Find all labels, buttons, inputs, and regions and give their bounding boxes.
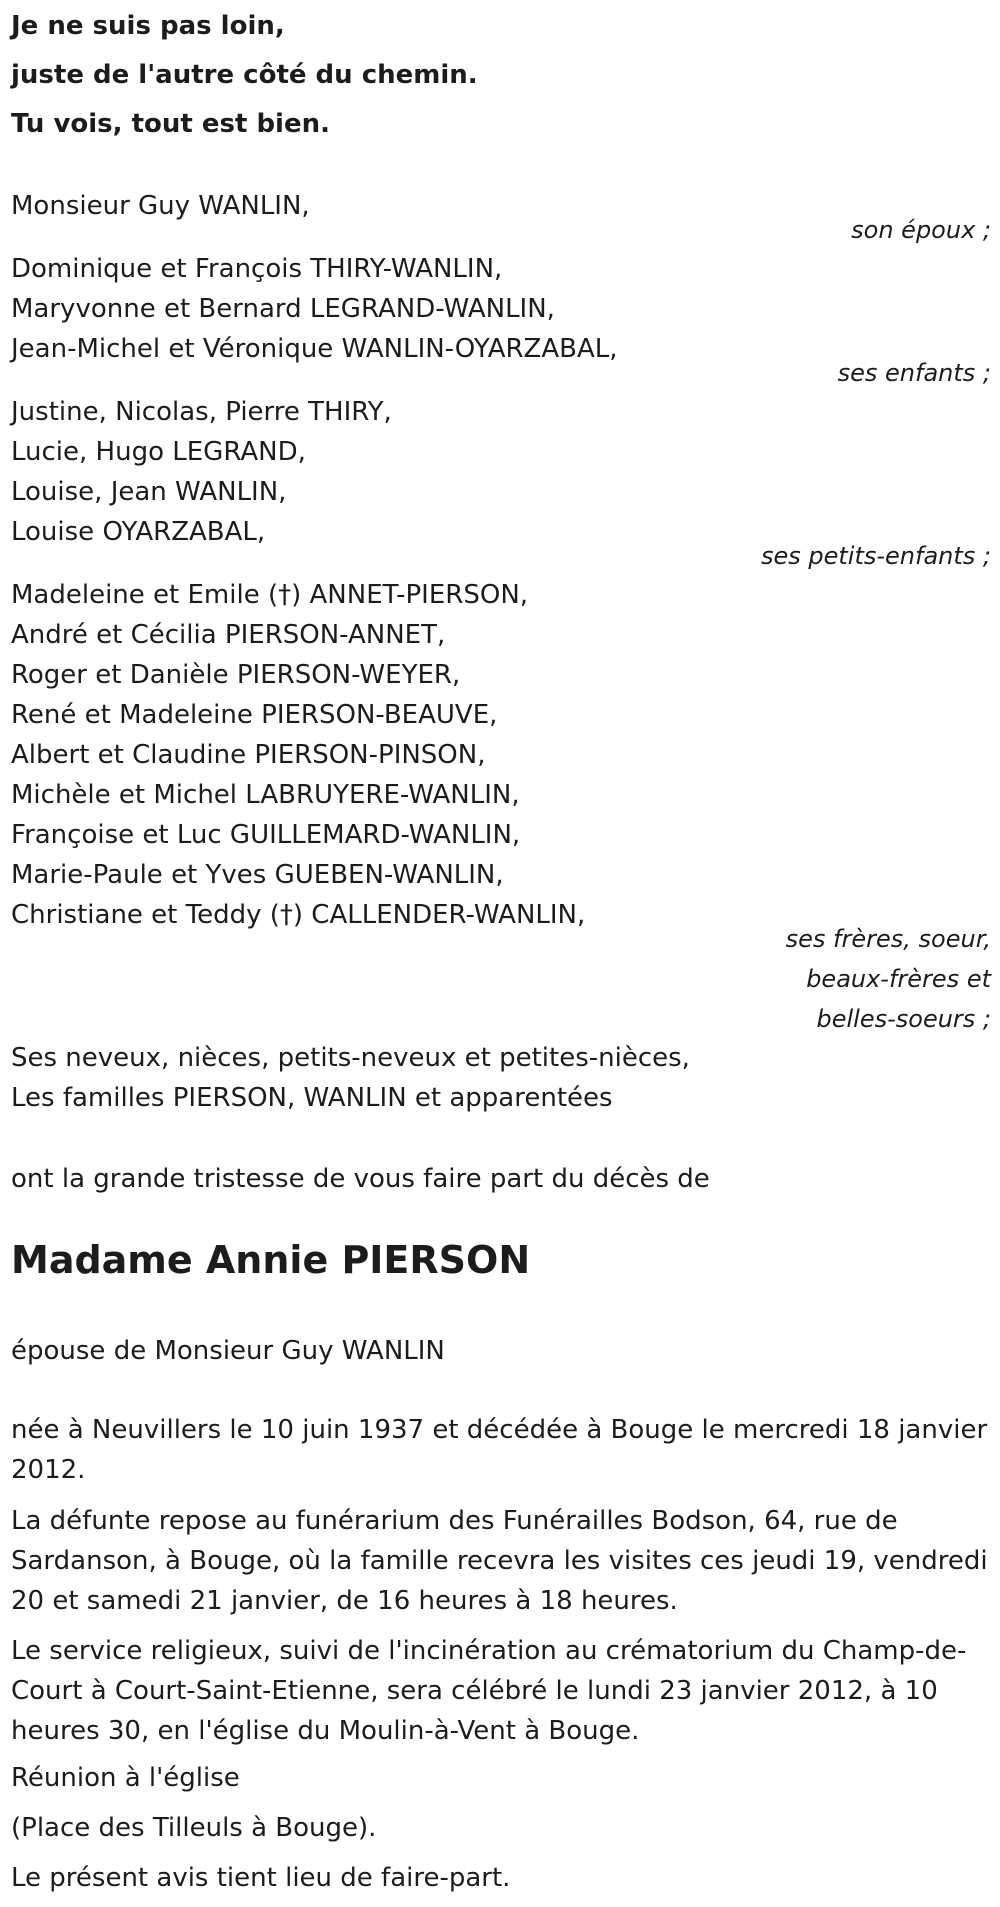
family-name-line: Louise OYARZABAL, [11,517,266,547]
family-name-line: Madeleine et Emile (†) ANNET-PIERSON, [11,580,529,610]
relation-label: beaux-frères et [806,965,991,993]
relation-label: ses enfants ; [837,359,991,387]
poem-line: Je ne suis pas loin, [11,11,285,41]
family-name-line: Monsieur Guy WANLIN, [11,191,310,221]
family-name-line: René et Madeleine PIERSON-BEAUVE, [11,700,498,730]
family-name-line: Justine, Nicolas, Pierre THIRY, [11,397,392,427]
family-name-line: Marie-Paule et Yves GUEBEN-WANLIN, [11,860,504,890]
poem-line: Tu vois, tout est bien. [11,109,330,139]
family-name-line: Jean-Michel et Véronique WANLIN-OYARZABAL, [11,334,618,364]
announcement-text: ont la grande tristesse de vous faire part du décès de [11,1164,710,1194]
family-name-line: Albert et Claudine PIERSON-PINSON, [11,740,486,770]
family-name-line: André et Cécilia PIERSON-ANNET, [11,620,446,650]
relation-label: ses frères, soeur, [785,925,991,953]
birth-death-paragraph: née à Neuvillers le 10 juin 1937 et décédée à Bouge le mercredi 18 janvier 2012. [11,1415,988,1485]
family-name-line: Dominique et François THIRY-WANLIN, [11,254,503,284]
extended-family-line: Les familles PIERSON, WANLIN et apparentées [11,1083,613,1113]
meeting-place-line: (Place des Tilleuls à Bouge). [11,1813,377,1843]
relation-label: son époux ; [851,216,991,244]
deceased-name: Madame Annie PIERSON [11,1238,531,1282]
meeting-line: Réunion à l'église [11,1763,240,1793]
relation-label: belles-soeurs ; [816,1005,991,1033]
family-name-line: Louise, Jean WANLIN, [11,477,287,507]
family-name-line: Michèle et Michel LABRUYERE-WANLIN, [11,780,520,810]
relation-label: ses petits-enfants ; [760,542,991,570]
family-name-line: Lucie, Hugo LEGRAND, [11,437,306,467]
family-name-line: Roger et Danièle PIERSON-WEYER, [11,660,461,690]
notice-line: Le présent avis tient lieu de faire-part. [11,1863,511,1893]
funerarium-paragraph: La défunte repose au funérarium des Funérailles Bodson, 64, rue de Sardanson, à Bouge, où la famille recevra les visites ces jeudi 19, vendredi 20 et samedi 21 janvier, de 16 heures à 18 heures. [11,1506,988,1616]
spouse-line: épouse de Monsieur Guy WANLIN [11,1336,445,1366]
extended-family-line: Ses neveux, nièces, petits-neveux et petites-nièces, [11,1043,690,1073]
poem-line: juste de l'autre côté du chemin. [11,60,478,90]
family-name-line: Françoise et Luc GUILLEMARD-WANLIN, [11,820,521,850]
family-name-line: Christiane et Teddy (†) CALLENDER-WANLIN, [11,900,586,930]
service-paragraph: Le service religieux, suivi de l'incinération au crématorium du Champ-de-Court à Court-Saint-Etienne, sera célébré le lundi 23 janvier 2012, à 10 heures 30, en l'église du Moulin-à-Vent à Bouge. [11,1636,967,1746]
family-name-line: Maryvonne et Bernard LEGRAND-WANLIN, [11,294,555,324]
